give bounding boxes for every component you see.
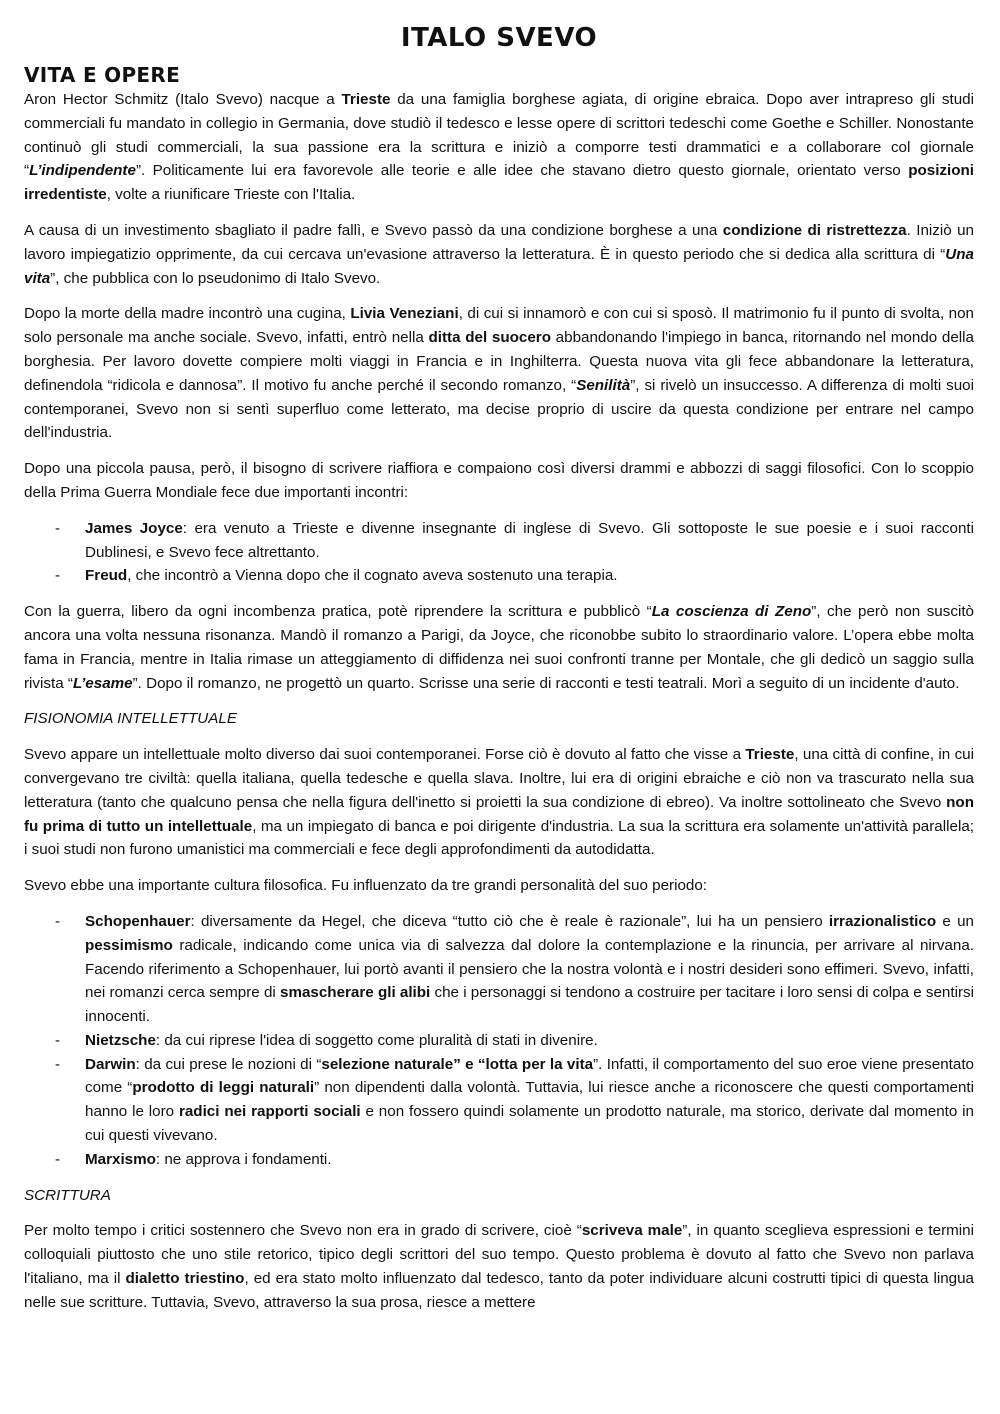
paragraph-4: Dopo una piccola pausa, però, il bisogno di scrivere riaffiora e compaiono così diversi drammi e abbozzi di saggi filosofici. Con lo scoppio della Prima Guerra Mondiale fece due importanti incontri:	[24, 460, 974, 501]
subheading-fisionomia-intellettuale: FISIONOMIA INTELLETTUALE	[24, 710, 237, 728]
paragraph-6: Svevo appare un intellettuale molto diverso dai suoi contemporanei. Forse ciò è dovuto al fatto che visse a Trieste, una città di confine, in cui convergevano tre civiltà: quella italiana, quella tedesche e quella slava. Inoltre, lui era di origini ebraiche e ciò non va trascurato nella sua letteratura (tanto che qualcuno pensa che nella figura dell'inetto si proietti la sua condizione di ebreo). Va inoltre sottolineato che Svevo non fu prima di tutto un intellettuale, ma un impiegato di banca e poi dirigente d'industria. La sua la scrittura era solamente un'attività parallela; i suoi studi non furono umanistici ma commerciali e fece degli approfondimenti da autodidatta.	[24, 746, 974, 859]
list-item-schopenhauer: - Schopenhauer: diversamente da Hegel, che diceva “tutto ciò che è reale è razionale”, lui ha un pensiero irrazionalistico e un pessimismo radicale, indicando come unica via di salvezza dal dolore la contemplazione e la rinuncia, per arrivare al nirvana. Facendo riferimento a Schopenhauer, lui portò avanti il pensiero che la nostra volontà e i nostri desideri sono effimeri. Svevo, infatti, nei romanzi cerca sempre di smascherare gli alibi che i personaggi si tendono a costruire per tacitare i loro sensi di colpa e sentirsi innocenti.	[24, 910, 974, 1029]
document-title: ITALO SVEVO	[400, 23, 598, 53]
list-item: - Freud, che incontrò a Vienna dopo che il cognato aveva sostenuto una terapia.	[24, 564, 974, 588]
paragraph-2: A causa di un investimento sbagliato il padre fallì, e Svevo passò da una condizione borghese a una condizione di ristrettezza. Iniziò un lavoro impiegatizio opprimente, da cui cercava un'evasione attraverso la letteratura. È in questo periodo che si dedica alla scrittura di “Una vita”, che pubblica con lo pseudonimo di Italo Svevo.	[24, 221, 975, 287]
subheading-scrittura: SCRITTURA	[24, 1186, 111, 1204]
list-item-nietzsche: - Nietzsche: da cui riprese l'idea di soggetto come pluralità di stati in divenire.	[24, 1029, 974, 1053]
paragraph-1: Aron Hector Schmitz (Italo Svevo) nacque a Trieste da una famiglia borghese agiata, di origine ebraica. Dopo aver intrapreso gli studi commerciali fu mandato in collegio in Germania, dove studiò il tedesco e lesse opere di scrittori tedeschi come Goethe e Schiller. Nonostante continuò gli studi commerciali, la sua passione era la scrittura e iniziò a comporre testi drammatici e a collaborare col giornale “L’indipendente”. Politicamente lui era favorevole alle teorie e alle idee che stavano dietro questo giornale, orientato verso posizioni irredentiste, volte a riunificare Trieste con l'Italia.	[24, 91, 974, 204]
list-item: - James Joyce: era venuto a Trieste e divenne insegnante di inglese di Svevo. Gli sottoposte le sue poesie e i suoi racconti Dublinesi, e Svevo fece altrettanto.	[24, 517, 974, 565]
influences-list	[24, 910, 974, 1172]
paragraph-7: Svevo ebbe una importante cultura filosofica. Fu influenzato da tre grandi personalità del suo periodo:	[24, 877, 708, 895]
paragraph-8: Per molto tempo i critici sostennero che Svevo non era in grado di scrivere, cioè “scriveva male”, in quanto sceglieva espressioni e termini colloquiali piuttosto che uno stile retorico, tipico degli scrittori del suo tempo. Questo problema è dovuto al fatto che Svevo non parlava l'italiano, ma il dialetto triestino, ed era stato molto influenzato dal tedesco, tanto da poter individuare alcuni costrutti tipici di questa lingua nelle sue scritture. Tuttavia, Svevo, attraverso la sua prosa, riesce a mettere	[24, 1222, 974, 1311]
paragraph-5: Con la guerra, libero da ogni incombenza pratica, potè riprendere la scrittura e pubblicò “La coscienza di Zeno”, che però non suscitò ancora una volta nessuna risonanza. Mandò il romanzo a Parigi, da Joyce, che riconobbe subito lo straordinario valore. L’opera ebbe molta fama in Francia, mentre in Italia rimase un atteggiamento di diffidenza nei suoi confronti tranne per Montale, che gli dedicò un saggio sulla rivista “L’esame”. Dopo il romanzo, ne progettò un quarto. Scrisse una serie di racconti e testi teatrali. Morì a seguito di un incidente d'auto.	[24, 603, 974, 692]
list-item-marxismo: - Marxismo: ne approva i fondamenti.	[24, 1148, 974, 1172]
encounters-list	[24, 517, 974, 588]
list-item-darwin: - Darwin: da cui prese le nozioni di “selezione naturale” e “lotta per la vita”. Infatti, il comportamento del suo eroe viene presentato come “prodotto di leggi naturali” non dipendenti dalla volontà. Tuttavia, lui riesce anche a riconoscere che questi comportamenti hanno le loro radici nei rapporti sociali e non fossero quindi solamente un prodotto naturale, ma storico, derivate dal momento in cui questi vivevano.	[24, 1053, 974, 1148]
paragraph-3: Dopo la morte della madre incontrò una cugina, Livia Veneziani, di cui si innamorò e con cui si sposò. Il matrimonio fu il punto di svolta, non solo personale ma anche sociale. Svevo, infatti, entrò nella ditta del suocero abbandonando l'impiego in banca, ritornando nel mondo della borghesia. Per lavoro dovette compiere molti viaggi in Francia e in Inghilterra. Questa nuova vita gli fece abbandonare la letteratura, definendola “ridicola e dannosa”. Il motivo fu anche perché il secondo romanzo, “Senilità”, si rivelò un insuccesso. A differenza di molti suoi contemporanei, Svevo non si sentì superfluo come letterato, ma decise proprio di uscire da questa condizione per entrare nel campo dell'industria.	[24, 305, 974, 442]
section-heading-vita-e-opere: VITA E OPERE	[24, 63, 181, 87]
